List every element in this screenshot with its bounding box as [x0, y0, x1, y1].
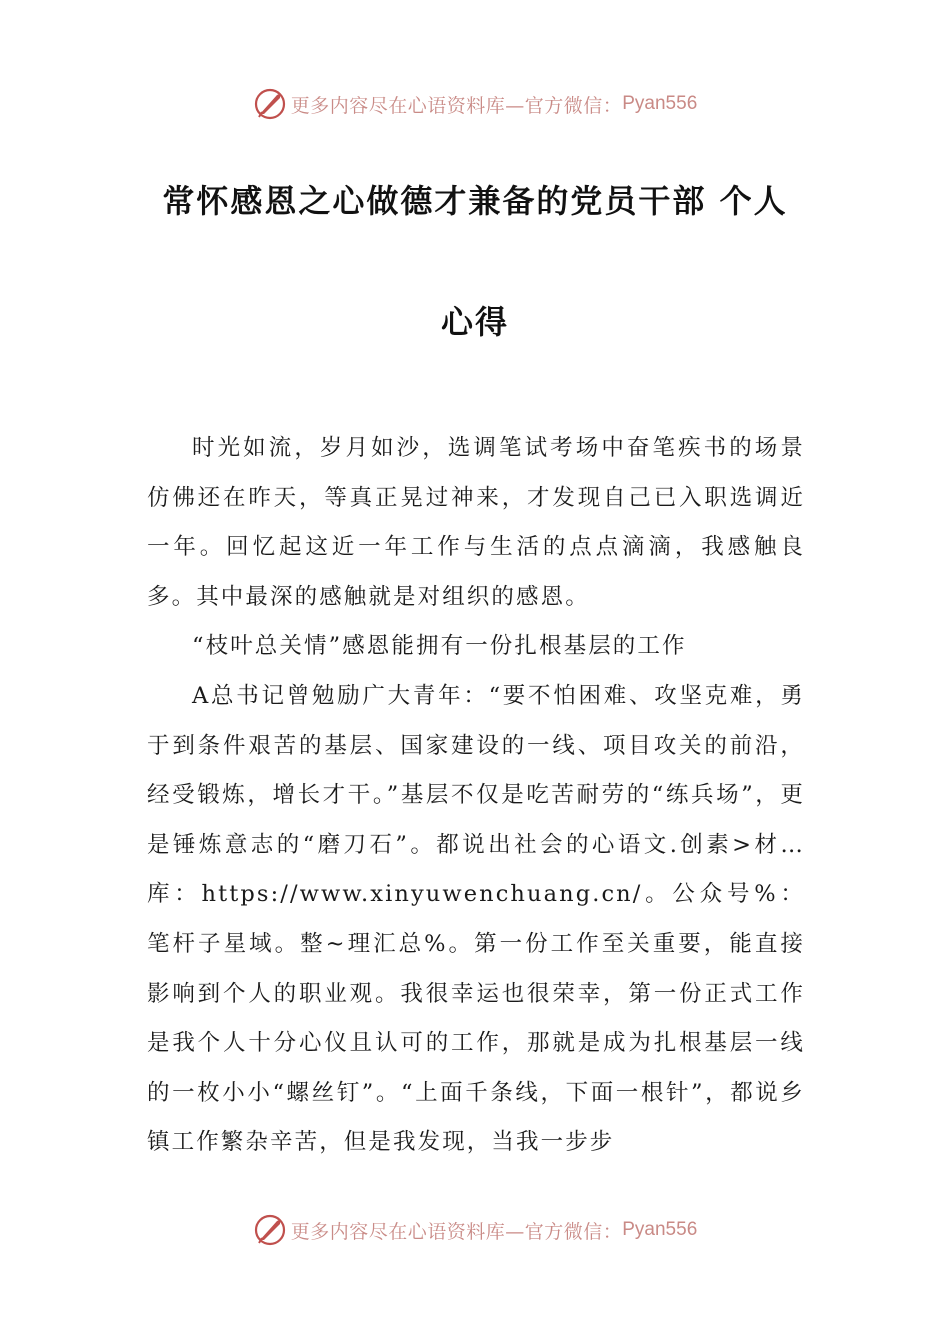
paragraph-intro: 时光如流，岁月如沙，选调笔试考场中奋笔疾书的场景仿佛还在昨天，等真正晃过神来，才发现自己已入职选调近一年。回忆起这近一年工作与生活的点点滴滴，我感触良多。其中最深的感触就是对组织的感恩。: [147, 435, 805, 610]
watermark-text: 更多内容尽在心语资料库—官方微信：: [290, 1220, 623, 1243]
document-title-line-2: 心得: [440, 303, 509, 341]
footer-watermark: [0, 1210, 950, 1250]
paragraph-subheading: “枝叶总关情”感恩能拥有一份扎根基层的工作: [192, 633, 687, 660]
watermark-text: 更多内容尽在心语资料库—官方微信：: [290, 94, 623, 117]
document-body: [147, 424, 805, 1168]
document-title-line-1: 常怀感恩之心做德才兼备的党员干部 个人: [162, 182, 788, 220]
header-watermark: [0, 84, 950, 124]
quill-pen-logo-icon: [253, 87, 287, 121]
quill-pen-logo-icon: [253, 1213, 287, 1247]
watermark-wechat-id: Pyan556: [622, 1219, 698, 1240]
watermark-wechat-id: Pyan556: [622, 93, 698, 114]
paragraph-main: A总书记曾勉励广大青年：“要不怕困难、攻坚克难，勇于到条件艰苦的基层、国家建设的一线、项目攻关的前沿，经受锻炼，增长才干。”基层不仅是吃苦耐劳的“练兵场”，更是锤炼意志的“磨刀石”。都说出社会的心语文.创素>材…库：https://www.xinyuwenchuang.cn/。公众号%：笔杆子星域。整~理汇总%。第一份工作至关重要，能直接影响到个人的职业观。我很幸运也很荣幸，第一份正式工作是我个人十分心仪且认可的工作，那就是成为扎根基层一线的一枚小小“螺丝钉”。“上面千条线，下面一根针”，都说乡镇工作繁杂辛苦，但是我发现，当我一步步: [147, 682, 805, 1156]
